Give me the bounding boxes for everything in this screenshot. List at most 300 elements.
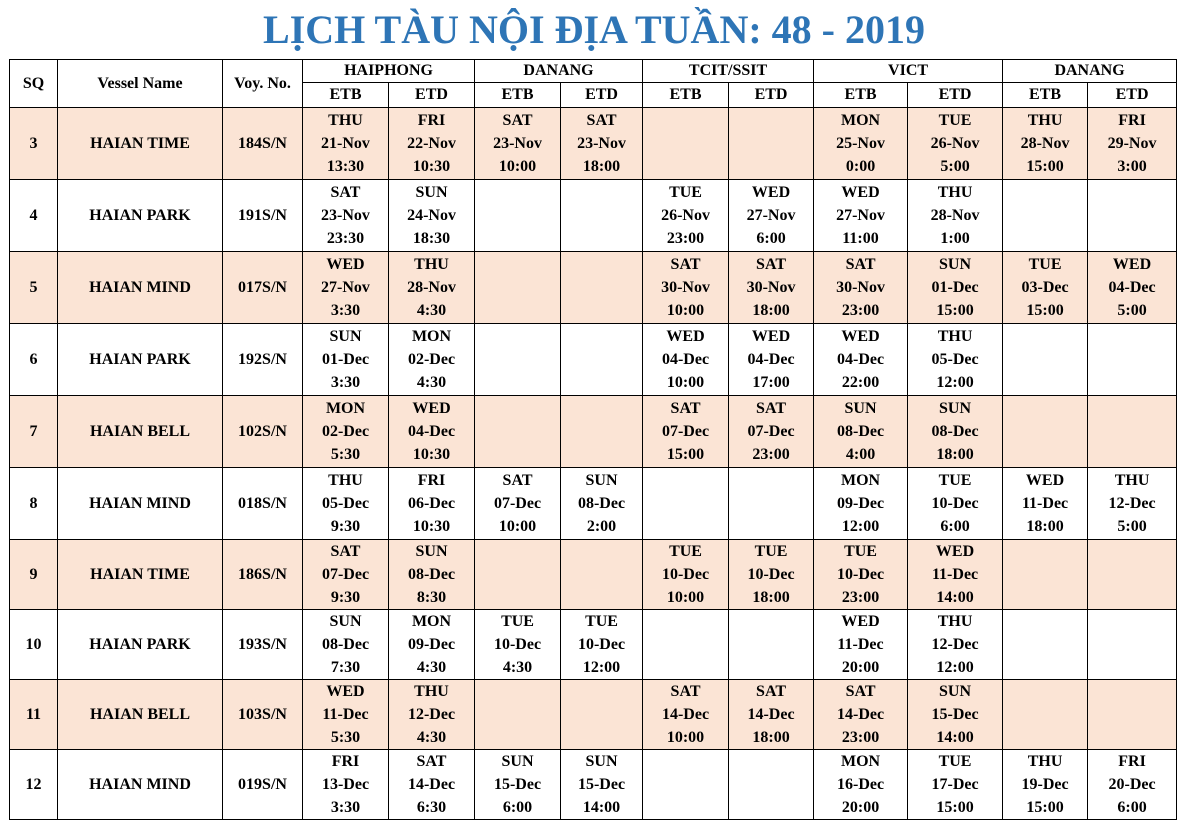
sq-cell: 8 bbox=[10, 468, 58, 540]
table-row bbox=[10, 396, 1177, 468]
schedule-time: 12:00 bbox=[841, 518, 880, 535]
header-etd: ETD bbox=[729, 83, 814, 108]
schedule-date: 13-Dec bbox=[321, 776, 370, 793]
schedule-cell bbox=[814, 252, 908, 324]
schedule-cell bbox=[729, 324, 814, 396]
sq-cell: 6 bbox=[10, 324, 58, 396]
schedule-time: 6:00 bbox=[502, 799, 533, 816]
schedule-day: THU bbox=[1114, 472, 1150, 489]
table-row bbox=[10, 750, 1177, 820]
schedule-day: THU bbox=[328, 112, 363, 129]
vessel-name-cell: HAIAN TIME bbox=[58, 540, 223, 610]
schedule-time: 14:00 bbox=[936, 729, 974, 746]
sq-cell: 9 bbox=[10, 540, 58, 610]
schedule-cell bbox=[643, 252, 729, 324]
header-etb: ETB bbox=[814, 83, 908, 108]
schedule-date: 10-Dec bbox=[747, 566, 795, 583]
schedule-day: THU bbox=[1027, 112, 1063, 129]
schedule-cell bbox=[389, 680, 475, 750]
schedule-cell bbox=[814, 108, 908, 180]
schedule-day: WED bbox=[751, 328, 791, 345]
schedule-cell bbox=[389, 108, 475, 180]
schedule-day: THU bbox=[414, 256, 449, 273]
schedule-cell bbox=[643, 680, 729, 750]
schedule-day: WED bbox=[666, 328, 705, 345]
schedule-day: FRI bbox=[1118, 112, 1146, 129]
schedule-date: 09-Dec bbox=[836, 495, 885, 512]
schedule-cell bbox=[908, 680, 1003, 750]
schedule-cell bbox=[1003, 610, 1088, 680]
vessel-name-cell: HAIAN MIND bbox=[58, 468, 223, 540]
schedule-time: 9:30 bbox=[330, 589, 361, 606]
schedule-date: 20-Dec bbox=[1108, 776, 1156, 793]
schedule-date: 01-Dec bbox=[931, 279, 979, 296]
schedule-cell bbox=[1003, 396, 1088, 468]
schedule-date: 03-Dec bbox=[1021, 279, 1069, 296]
schedule-cell bbox=[303, 680, 389, 750]
schedule-cell bbox=[475, 468, 561, 540]
schedule-date: 01-Dec bbox=[321, 351, 370, 368]
schedule-time: 12:00 bbox=[936, 374, 974, 391]
schedule-cell bbox=[908, 540, 1003, 610]
schedule-table bbox=[9, 59, 1177, 820]
schedule-time: 23:30 bbox=[326, 230, 365, 247]
schedule-day: SUN bbox=[844, 400, 877, 417]
schedule-day: SUN bbox=[939, 256, 972, 273]
header-port-danang-2: DANANG bbox=[1003, 60, 1177, 83]
schedule-date: 26-Nov bbox=[930, 135, 980, 152]
schedule-date: 08-Dec bbox=[931, 423, 979, 440]
schedule-cell bbox=[729, 540, 814, 610]
schedule-date: 24-Nov bbox=[407, 207, 456, 224]
schedule-cell bbox=[908, 750, 1003, 820]
table-row bbox=[10, 324, 1177, 396]
sq-cell: 11 bbox=[10, 680, 58, 750]
schedule-time: 4:30 bbox=[416, 374, 447, 391]
schedule-cell bbox=[1088, 750, 1177, 820]
schedule-date: 04-Dec bbox=[407, 423, 456, 440]
vessel-name-cell: HAIAN BELL bbox=[58, 396, 223, 468]
schedule-time: 20:00 bbox=[841, 799, 880, 816]
schedule-time: 4:30 bbox=[416, 729, 447, 746]
schedule-cell bbox=[303, 252, 389, 324]
schedule-day: THU bbox=[1027, 753, 1063, 770]
schedule-date: 07-Dec bbox=[661, 423, 710, 440]
schedule-time: 10:00 bbox=[498, 518, 537, 535]
schedule-cell bbox=[1088, 540, 1177, 610]
schedule-time: 10:00 bbox=[666, 729, 705, 746]
page-title: LỊCH TÀU NỘI ĐỊA TUẦN: 48 - 2019 bbox=[263, 7, 925, 52]
schedule-cell bbox=[1003, 108, 1088, 180]
schedule-day: SAT bbox=[845, 683, 876, 700]
schedule-day: SUN bbox=[501, 753, 534, 770]
schedule-cell bbox=[814, 540, 908, 610]
schedule-time: 2:00 bbox=[586, 518, 617, 535]
schedule-cell bbox=[475, 108, 561, 180]
schedule-time: 18:00 bbox=[582, 158, 621, 175]
schedule-day: SAT bbox=[416, 753, 447, 770]
schedule-date: 26-Nov bbox=[661, 207, 710, 224]
schedule-time: 5:00 bbox=[1117, 518, 1147, 535]
schedule-cell bbox=[475, 610, 561, 680]
sq-cell: 7 bbox=[10, 396, 58, 468]
header-etd: ETD bbox=[1088, 83, 1177, 108]
schedule-day: TUE bbox=[938, 112, 972, 129]
schedule-cell bbox=[303, 396, 389, 468]
schedule-cell bbox=[908, 610, 1003, 680]
schedule-day: MON bbox=[840, 753, 881, 770]
schedule-date: 12-Dec bbox=[1108, 495, 1156, 512]
schedule-cell bbox=[475, 750, 561, 820]
schedule-cell bbox=[814, 324, 908, 396]
sq-cell: 5 bbox=[10, 252, 58, 324]
schedule-cell bbox=[908, 324, 1003, 396]
schedule-date: 25-Nov bbox=[836, 135, 885, 152]
schedule-date: 23-Nov bbox=[321, 207, 370, 224]
schedule-date: 30-Nov bbox=[661, 279, 710, 296]
schedule-date: 07-Dec bbox=[747, 423, 795, 440]
schedule-date: 30-Nov bbox=[746, 279, 796, 296]
schedule-time: 10:30 bbox=[412, 446, 451, 463]
schedule-cell bbox=[475, 324, 561, 396]
vessel-name-cell: HAIAN PARK bbox=[58, 180, 223, 252]
schedule-cell bbox=[475, 540, 561, 610]
table-row bbox=[10, 108, 1177, 180]
voyage-cell: 103S/N bbox=[223, 680, 303, 750]
schedule-day: SAT bbox=[845, 256, 876, 273]
schedule-date: 14-Dec bbox=[661, 706, 710, 723]
schedule-date: 16-Dec bbox=[836, 776, 885, 793]
schedule-time: 12:00 bbox=[936, 659, 974, 676]
schedule-cell bbox=[561, 680, 643, 750]
schedule-date: 10-Dec bbox=[493, 636, 542, 653]
schedule-time: 3:00 bbox=[1117, 158, 1147, 175]
schedule-time: 4:30 bbox=[416, 659, 447, 676]
header-sq: SQ bbox=[10, 60, 58, 108]
table-row bbox=[10, 540, 1177, 610]
schedule-day: MON bbox=[411, 613, 452, 630]
schedule-day: TUE bbox=[585, 613, 618, 630]
schedule-date: 07-Dec bbox=[321, 566, 370, 583]
table-row bbox=[10, 180, 1177, 252]
schedule-cell bbox=[908, 180, 1003, 252]
vessel-name-cell: HAIAN TIME bbox=[58, 108, 223, 180]
schedule-day: THU bbox=[937, 613, 973, 630]
schedule-time: 15:00 bbox=[1026, 158, 1064, 175]
schedule-cell bbox=[908, 468, 1003, 540]
schedule-time: 20:00 bbox=[841, 659, 880, 676]
schedule-time: 6:00 bbox=[756, 230, 786, 247]
voyage-cell: 186S/N bbox=[223, 540, 303, 610]
schedule-date: 11-Dec bbox=[837, 636, 884, 653]
sq-cell: 12 bbox=[10, 750, 58, 820]
schedule-day: SAT bbox=[502, 472, 533, 489]
schedule-time: 15:00 bbox=[666, 446, 705, 463]
schedule-time: 4:30 bbox=[502, 659, 533, 676]
schedule-day: MON bbox=[411, 328, 452, 345]
schedule-day: FRI bbox=[417, 112, 446, 129]
schedule-cell bbox=[1088, 180, 1177, 252]
schedule-cell bbox=[561, 180, 643, 252]
schedule-cell bbox=[389, 540, 475, 610]
schedule-cell bbox=[643, 180, 729, 252]
schedule-time: 23:00 bbox=[841, 589, 880, 606]
schedule-cell bbox=[729, 680, 814, 750]
schedule-day: WED bbox=[1112, 256, 1152, 273]
schedule-time: 5:00 bbox=[940, 158, 970, 175]
schedule-cell bbox=[729, 396, 814, 468]
schedule-date: 07-Dec bbox=[493, 495, 542, 512]
schedule-date: 11-Dec bbox=[322, 706, 369, 723]
schedule-day: TUE bbox=[501, 613, 534, 630]
schedule-date: 08-Dec bbox=[321, 636, 370, 653]
schedule-time: 17:00 bbox=[752, 374, 790, 391]
header-voyage-no: Voy. No. bbox=[223, 60, 303, 108]
schedule-date: 19-Dec bbox=[1021, 776, 1069, 793]
schedule-date: 04-Dec bbox=[661, 351, 710, 368]
schedule-cell bbox=[643, 396, 729, 468]
schedule-day: MON bbox=[840, 112, 881, 129]
schedule-cell bbox=[908, 252, 1003, 324]
schedule-cell bbox=[1003, 252, 1088, 324]
schedule-time: 18:00 bbox=[752, 302, 790, 319]
header-etd: ETD bbox=[561, 83, 643, 108]
table-row bbox=[10, 252, 1177, 324]
schedule-time: 23:00 bbox=[841, 302, 880, 319]
vessel-name-cell: HAIAN MIND bbox=[58, 252, 223, 324]
schedule-cell bbox=[814, 180, 908, 252]
schedule-time: 4:00 bbox=[845, 446, 876, 463]
voyage-cell: 102S/N bbox=[223, 396, 303, 468]
schedule-time: 10:30 bbox=[412, 518, 451, 535]
schedule-day: SAT bbox=[586, 112, 617, 129]
schedule-cell bbox=[303, 180, 389, 252]
schedule-time: 18:00 bbox=[1026, 518, 1064, 535]
schedule-date: 15-Dec bbox=[931, 706, 979, 723]
schedule-cell bbox=[475, 252, 561, 324]
schedule-day: MON bbox=[325, 400, 366, 417]
schedule-date: 12-Dec bbox=[931, 636, 979, 653]
schedule-cell bbox=[1003, 180, 1088, 252]
schedule-day: SAT bbox=[756, 683, 786, 700]
schedule-time: 7:30 bbox=[330, 659, 361, 676]
vessel-name-cell: HAIAN PARK bbox=[58, 324, 223, 396]
schedule-day: MON bbox=[840, 472, 881, 489]
schedule-time: 10:00 bbox=[666, 589, 705, 606]
schedule-day: THU bbox=[937, 328, 973, 345]
schedule-time: 18:30 bbox=[412, 230, 451, 247]
table-row bbox=[10, 468, 1177, 540]
schedule-day: WED bbox=[412, 400, 451, 417]
schedule-date: 10-Dec bbox=[661, 566, 710, 583]
schedule-cell bbox=[814, 680, 908, 750]
schedule-cell bbox=[643, 108, 729, 180]
schedule-time: 23:00 bbox=[841, 729, 880, 746]
schedule-day: TUE bbox=[1028, 256, 1062, 273]
schedule-time: 6:00 bbox=[1117, 799, 1147, 816]
schedule-date: 05-Dec bbox=[931, 351, 979, 368]
schedule-day: SUN bbox=[329, 613, 362, 630]
table-row bbox=[10, 680, 1177, 750]
schedule-day: WED bbox=[1025, 472, 1065, 489]
schedule-time: 22:00 bbox=[841, 374, 880, 391]
schedule-cell bbox=[643, 610, 729, 680]
sq-cell: 3 bbox=[10, 108, 58, 180]
schedule-date: 10-Dec bbox=[577, 636, 626, 653]
schedule-cell bbox=[561, 610, 643, 680]
schedule-cell bbox=[1088, 324, 1177, 396]
schedule-date: 04-Dec bbox=[1108, 279, 1156, 296]
schedule-cell bbox=[643, 750, 729, 820]
schedule-date: 11-Dec bbox=[1021, 495, 1069, 512]
schedule-time: 3:30 bbox=[330, 799, 361, 816]
schedule-cell bbox=[1003, 324, 1088, 396]
schedule-date: 14-Dec bbox=[747, 706, 795, 723]
vessel-name-cell: HAIAN PARK bbox=[58, 610, 223, 680]
schedule-cell bbox=[814, 750, 908, 820]
schedule-day: SAT bbox=[502, 112, 533, 129]
voyage-cell: 191S/N bbox=[223, 180, 303, 252]
schedule-time: 10:00 bbox=[666, 302, 705, 319]
schedule-day: SUN bbox=[585, 472, 618, 489]
schedule-cell bbox=[1088, 396, 1177, 468]
schedule-time: 3:30 bbox=[330, 374, 361, 391]
schedule-cell bbox=[389, 252, 475, 324]
schedule-day: TUE bbox=[844, 543, 877, 560]
schedule-time: 8:30 bbox=[416, 589, 447, 606]
schedule-time: 9:30 bbox=[330, 518, 361, 535]
sq-cell: 10 bbox=[10, 610, 58, 680]
schedule-cell bbox=[643, 540, 729, 610]
header-port-tcit-ssit: TCIT/SSIT bbox=[643, 60, 814, 83]
schedule-day: TUE bbox=[669, 543, 702, 560]
schedule-cell bbox=[389, 180, 475, 252]
schedule-date: 06-Dec bbox=[407, 495, 456, 512]
schedule-time: 5:30 bbox=[330, 446, 361, 463]
schedule-cell bbox=[561, 252, 643, 324]
schedule-cell bbox=[729, 750, 814, 820]
schedule-cell bbox=[729, 180, 814, 252]
schedule-day: TUE bbox=[938, 753, 972, 770]
schedule-date: 08-Dec bbox=[836, 423, 885, 440]
schedule-date: 04-Dec bbox=[836, 351, 885, 368]
schedule-date: 15-Dec bbox=[493, 776, 542, 793]
header-etd: ETD bbox=[908, 83, 1003, 108]
schedule-day: SAT bbox=[670, 256, 701, 273]
header-etb: ETB bbox=[643, 83, 729, 108]
schedule-time: 6:30 bbox=[416, 799, 447, 816]
vessel-name-cell: HAIAN MIND bbox=[58, 750, 223, 820]
schedule-cell bbox=[303, 324, 389, 396]
schedule-cell bbox=[814, 468, 908, 540]
schedule-date: 23-Nov bbox=[493, 135, 542, 152]
schedule-day: SUN bbox=[415, 184, 448, 201]
schedule-time: 3:30 bbox=[330, 302, 361, 319]
schedule-time: 12:00 bbox=[582, 659, 621, 676]
schedule-cell bbox=[303, 610, 389, 680]
schedule-time: 10:00 bbox=[666, 374, 705, 391]
schedule-date: 21-Nov bbox=[321, 135, 370, 152]
schedule-time: 0:00 bbox=[845, 158, 876, 175]
schedule-day: SUN bbox=[939, 683, 972, 700]
schedule-date: 30-Nov bbox=[836, 279, 885, 296]
schedule-day: THU bbox=[328, 472, 363, 489]
voyage-cell: 192S/N bbox=[223, 324, 303, 396]
header-port-haiphong: HAIPHONG bbox=[303, 60, 475, 83]
schedule-cell bbox=[303, 468, 389, 540]
schedule-date: 11-Dec bbox=[931, 566, 979, 583]
schedule-cell bbox=[561, 750, 643, 820]
schedule-day: SAT bbox=[330, 184, 361, 201]
schedule-date: 29-Nov bbox=[1107, 135, 1157, 152]
schedule-cell bbox=[389, 324, 475, 396]
schedule-date: 12-Dec bbox=[407, 706, 456, 723]
schedule-day: TUE bbox=[669, 184, 702, 201]
schedule-day: SUN bbox=[415, 543, 448, 560]
schedule-cell bbox=[1003, 750, 1088, 820]
sq-cell: 4 bbox=[10, 180, 58, 252]
voyage-cell: 184S/N bbox=[223, 108, 303, 180]
schedule-time: 15:00 bbox=[936, 302, 974, 319]
schedule-cell bbox=[1088, 252, 1177, 324]
schedule-cell bbox=[1003, 540, 1088, 610]
schedule-cell bbox=[561, 540, 643, 610]
schedule-cell bbox=[1088, 610, 1177, 680]
header-etb: ETB bbox=[1003, 83, 1088, 108]
schedule-time: 15:00 bbox=[1026, 799, 1064, 816]
schedule-time: 18:00 bbox=[936, 446, 974, 463]
schedule-day: WED bbox=[935, 543, 975, 560]
schedule-cell bbox=[389, 468, 475, 540]
schedule-day: THU bbox=[414, 683, 449, 700]
schedule-day: TUE bbox=[754, 543, 788, 560]
schedule-cell bbox=[729, 610, 814, 680]
schedule-day: THU bbox=[937, 184, 973, 201]
header-etb: ETB bbox=[475, 83, 561, 108]
schedule-time: 4:30 bbox=[416, 302, 447, 319]
schedule-date: 27-Nov bbox=[836, 207, 885, 224]
schedule-day: WED bbox=[841, 613, 880, 630]
schedule-date: 28-Nov bbox=[930, 207, 980, 224]
schedule-time: 14:00 bbox=[582, 799, 621, 816]
schedule-date: 28-Nov bbox=[407, 279, 456, 296]
schedule-cell bbox=[303, 750, 389, 820]
schedule-day: WED bbox=[751, 184, 791, 201]
schedule-day: SUN bbox=[329, 328, 362, 345]
schedule-cell bbox=[814, 396, 908, 468]
schedule-time: 10:30 bbox=[412, 158, 451, 175]
schedule-time: 5:00 bbox=[1117, 302, 1147, 319]
schedule-day: TUE bbox=[938, 472, 972, 489]
schedule-cell bbox=[561, 396, 643, 468]
schedule-date: 22-Nov bbox=[407, 135, 456, 152]
schedule-day: WED bbox=[326, 256, 365, 273]
schedule-date: 10-Dec bbox=[931, 495, 979, 512]
voyage-cell: 019S/N bbox=[223, 750, 303, 820]
schedule-date: 02-Dec bbox=[407, 351, 456, 368]
schedule-date: 04-Dec bbox=[747, 351, 795, 368]
voyage-cell: 017S/N bbox=[223, 252, 303, 324]
table-row bbox=[10, 610, 1177, 680]
schedule-date: 08-Dec bbox=[577, 495, 626, 512]
schedule-cell bbox=[908, 396, 1003, 468]
schedule-time: 18:00 bbox=[752, 589, 790, 606]
schedule-day: WED bbox=[841, 328, 880, 345]
schedule-cell bbox=[389, 396, 475, 468]
schedule-cell bbox=[1003, 468, 1088, 540]
schedule-day: SUN bbox=[585, 753, 618, 770]
voyage-cell: 018S/N bbox=[223, 468, 303, 540]
